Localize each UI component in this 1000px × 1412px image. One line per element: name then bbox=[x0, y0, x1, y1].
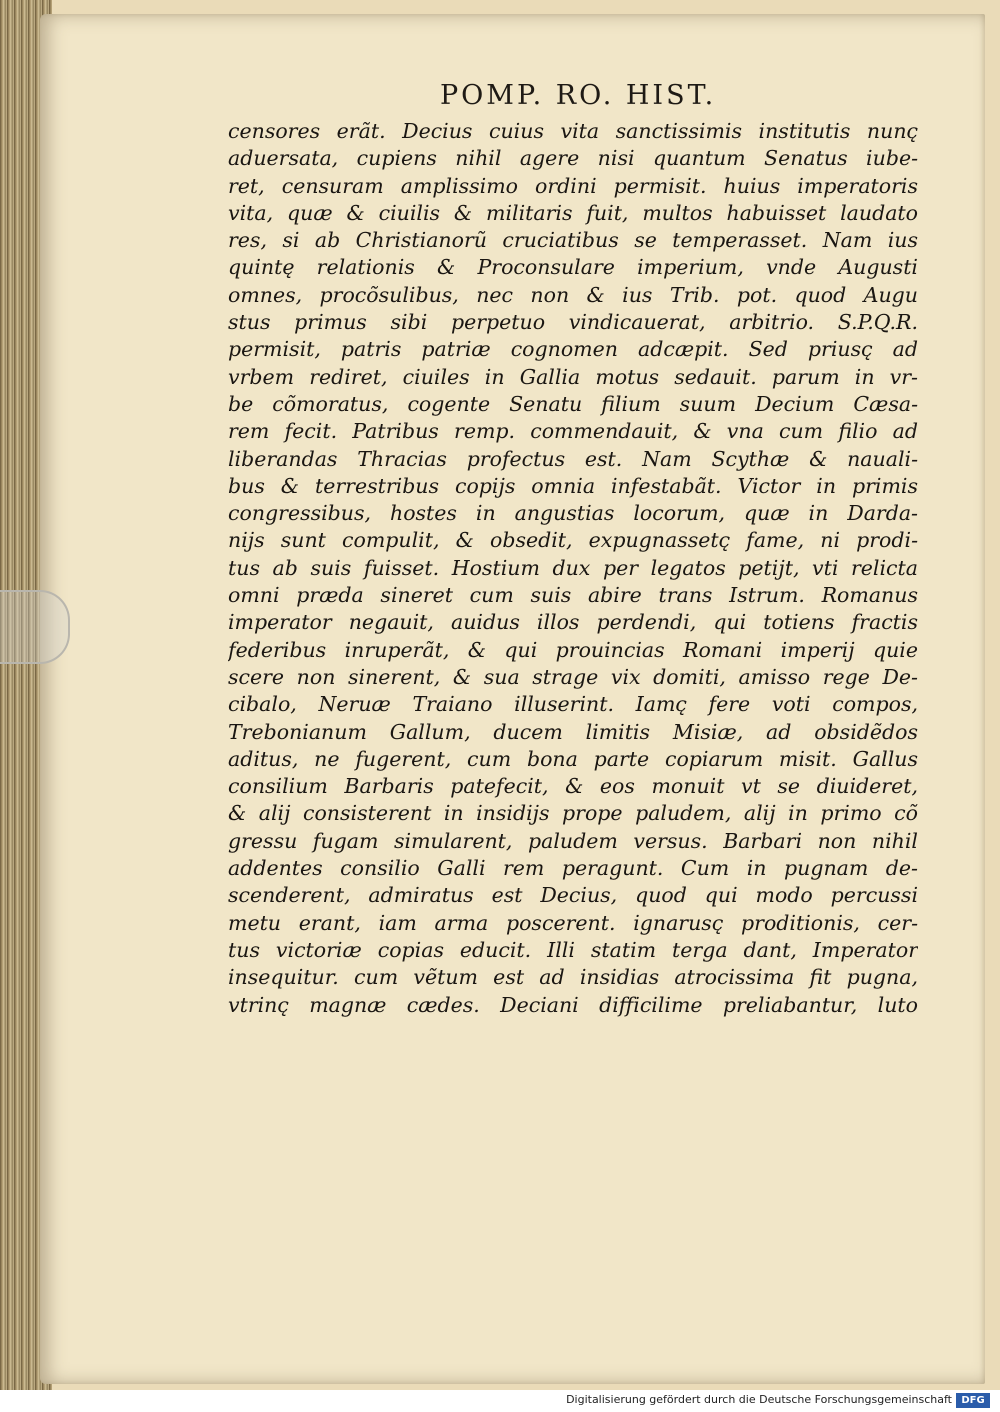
text-line: addentes consilio Galli rem peragunt. Cum in pugnam de- bbox=[228, 856, 918, 881]
body-text bbox=[228, 118, 918, 1019]
text-line: permisit, patris patriæ cognomen adcæpit. Sed priusc̨ ad bbox=[228, 337, 918, 362]
text-line: tus victoriæ copias educit. Illi statim terga dant, Imperator bbox=[228, 937, 918, 962]
text-line: vita, quæ & ciuilis & militaris fuit, multos habuisset laudato bbox=[228, 200, 918, 225]
text-line: aduersata, cupiens nihil agere nisi quantum Senatus iube- bbox=[228, 146, 918, 171]
page-clip bbox=[0, 590, 70, 664]
text-line: vtrinc̨ magnæ cædes. Deciani difficilime preliabantur, luto bbox=[228, 992, 918, 1017]
text-line: federibus inruperãt, & qui prouincias Romani imperij quie bbox=[228, 637, 918, 662]
text-line: scenderent, admiratus est Decius, quod qui modo percussi bbox=[228, 883, 918, 908]
text-line: & alij consisterent in insidijs prope paludem, alij in primo cõ bbox=[228, 801, 918, 826]
running-head: POMP. RO. HIST. bbox=[440, 80, 717, 111]
text-line: consilium Barbaris patefecit, & eos monuit vt se diuideret, bbox=[228, 774, 918, 799]
text-line: imperator negauit, auidus illos perdendi, qui totiens fractis bbox=[228, 610, 918, 635]
footer-credit: Digitalisierung gefördert durch die Deutsche Forschungsgemeinschaft bbox=[566, 1393, 952, 1406]
text-line: vrbem rediret, ciuiles in Gallia motus sedauit. parum in vr- bbox=[228, 364, 918, 389]
text-line: tus ab suis fuisset. Hostium dux per legatos petijt, vti relicta bbox=[228, 555, 918, 580]
text-line: insequitur. cum vẽtum est ad insidias atrocissima fit pugna, bbox=[228, 965, 918, 990]
text-line: censores erãt. Decius cuius vita sanctissimis institutis nunc̨ bbox=[228, 119, 918, 143]
text-line: metu erant, iam arma poscerent. ignarusc̨ proditionis, cer- bbox=[228, 910, 918, 935]
text-line: ret, censuram amplissimo ordini permisit. huius imperatoris bbox=[228, 173, 918, 198]
text-line: nijs sunt compulit, & obsedit, expugnassetc̨ fame, ni prodi- bbox=[228, 528, 918, 553]
text-line: omni præda sineret cum suis abire trans Istrum. Romanus bbox=[228, 583, 918, 608]
text-line: scere non sinerent, & sua strage vix domiti, amisso rege De- bbox=[228, 664, 918, 689]
text-line: aditus, ne fugerent, cum bona parte copiarum misit. Gallus bbox=[228, 746, 918, 771]
text-line: bus & terrestribus copijs omnia infestabãt. Victor in primis bbox=[228, 473, 918, 498]
text-line: rem fecit. Patribus remp. commendauit, & vna cum filio ad bbox=[228, 419, 918, 444]
text-line: quintę relationis & Proconsulare imperium, vnde Augusti bbox=[228, 255, 918, 280]
text-line: res, si ab Christianorũ cruciatibus se temperasset. Nam ius bbox=[228, 228, 918, 253]
text-line: be cõmoratus, cogente Senatu filium suum Decium Cæsa- bbox=[228, 391, 918, 416]
text-line: Trebonianum Gallum, ducem limitis Misiæ, ad obsidẽdos bbox=[228, 719, 918, 744]
text-line: congressibus, hostes in angustias locorum, quæ in Darda- bbox=[228, 501, 918, 526]
text-line: cibalo, Neruæ Traiano illuserint. Iamc̨ fere voti compos, bbox=[228, 692, 918, 717]
dfg-logo: DFG bbox=[956, 1393, 990, 1408]
text-line: stus primus sibi perpetuo vindicauerat, arbitrio. S.P.Q.R. bbox=[228, 310, 918, 335]
text-line: omnes, procõsulibus, nec non & ius Trib. pot. quod Augu bbox=[228, 282, 918, 307]
text-line: liberandas Thracias profectus est. Nam Scythæ & nauali- bbox=[228, 446, 918, 471]
text-line: gressu fugam simularent, paludem versus. Barbari non nihil bbox=[228, 828, 918, 853]
footer-bar bbox=[0, 1390, 1000, 1412]
